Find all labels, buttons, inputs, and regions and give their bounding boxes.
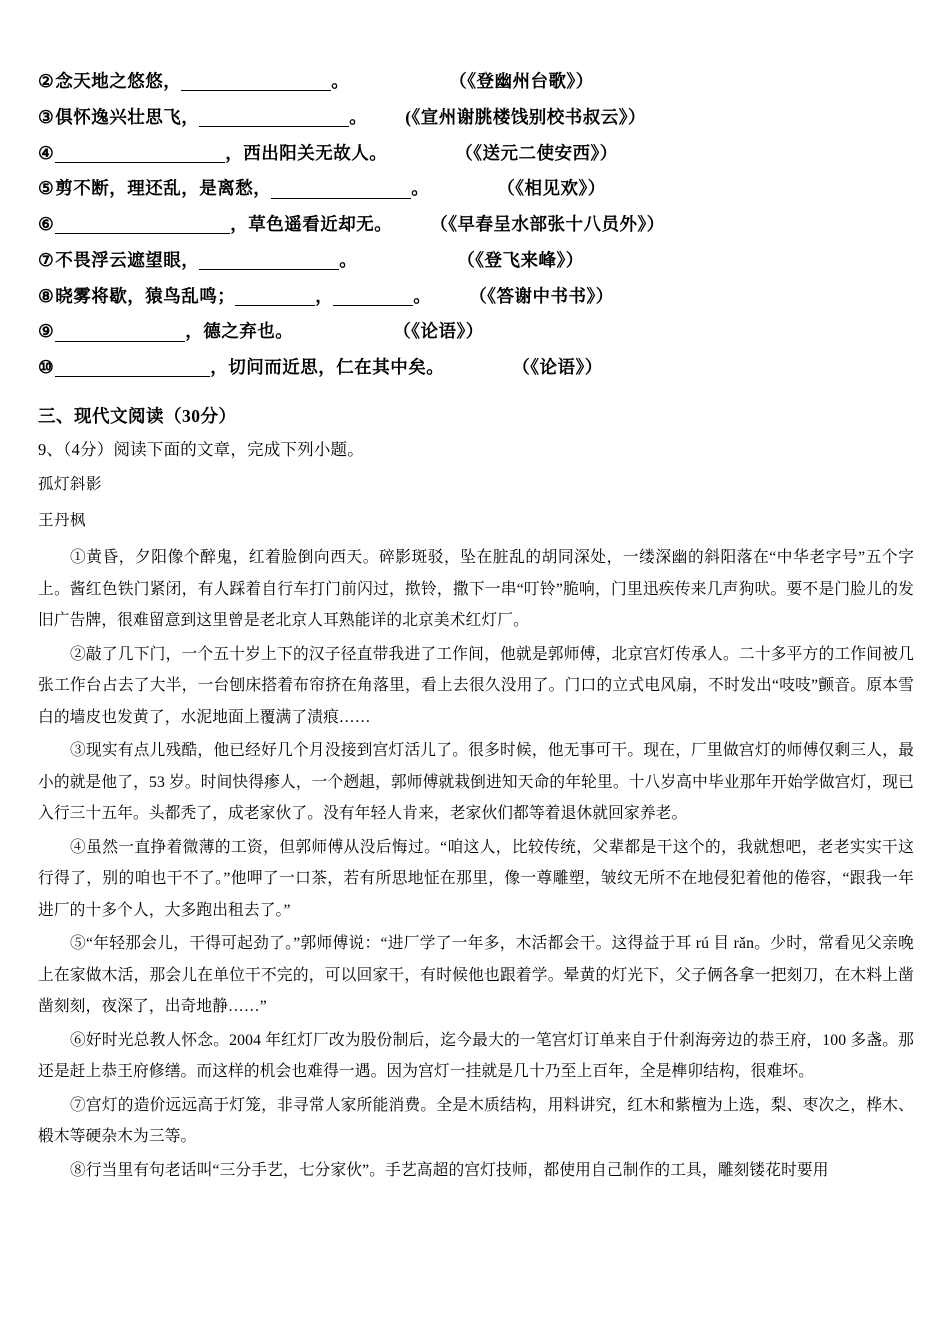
poem-source: （《论语》） <box>512 357 603 377</box>
line-after-text: ，德之弃也。 <box>185 321 294 342</box>
line-after-text: ，西出阳关无故人。 <box>225 142 388 163</box>
line-after-text: 。 <box>411 178 430 199</box>
poem-source: （《答谢中书书》） <box>469 285 614 306</box>
item-number: ⑧ <box>38 285 55 306</box>
item-number: ⑨ <box>38 321 55 342</box>
answer-blank[interactable] <box>199 111 349 127</box>
question-prompt: 9、（4分）阅读下面的文章，完成下列小题。 <box>38 440 364 460</box>
paragraph: ②敲了几下门，一个五十岁上下的汉子径直带我进了工作间，他就是郭师傅，北京宫灯传承人。二十多平方的工作间被几张工作台占去了大半，一台刨床搭着布帘挤在角落里，看上去很久没用了。门口的立式电风扇，不时发出“吱吱”颤音。原本雪白的墙皮也发黄了，水泥地面上覆满了渍痕…… <box>38 645 914 726</box>
line-before-text: 俱怀逸兴壮思飞， <box>55 106 200 127</box>
fill-blank-line <box>38 322 914 341</box>
paragraph: ③现实有点儿残酷，他已经好几个月没接到宫灯活儿了。很多时候，他无事可干。现在，厂里做宫灯的师傅仅剩三人，最小的就是他了，53 岁。时间快得瘆人，一个趔趄，郭师傅就栽倒进知天命的年轮里。十八岁高中毕业那年开始学做宫灯，现已入行三十五年。头都秃了，成老家伙了。没有年轻人肯来，老家伙们都等着退休就回家养老。 <box>38 742 914 823</box>
answer-blank[interactable] <box>235 290 315 306</box>
page-content <box>38 72 914 1188</box>
poem-source: （《早春呈水部张十八员外》） <box>430 214 665 234</box>
item-number: ④ <box>38 142 55 163</box>
line-after-text: 。 <box>331 71 350 91</box>
fill-blank-line <box>38 251 914 270</box>
line-after-text: 。 <box>349 106 368 127</box>
item-number: ③ <box>38 106 55 127</box>
article-body <box>38 542 914 1186</box>
paragraph: ④虽然一直挣着微薄的工资，但郭师傅从没后悔过。“咱这人，比较传统，父辈都是干这个的，我就想吧，老老实实干这行得了，别的咱也干不了。”他呷了一口茶，若有所思地怔在那里，像一尊雕塑，皱纹无所不在地侵犯着他的倦容，“跟我一年进厂的十多个人，大多跑出租去了。” <box>38 838 914 919</box>
paragraph: ①黄昏，夕阳像个醉鬼，红着脸倒向西天。碎影斑驳，坠在脏乱的胡同深处，一缕深幽的斜阳落在“中华老字号”五个字上。酱红色铁门紧闭，有人踩着自行车打门前闪过，揿铃，撒下一串“叮铃”脆响，门里迅疾传来几声狗吠。要不是门脸儿的发旧广告牌，很难留意到这里曾是老北京人耳熟能详的北京美术红灯厂。 <box>38 549 914 630</box>
line-after-text: 。 <box>413 285 432 306</box>
answer-blank[interactable] <box>181 75 331 91</box>
answer-blank[interactable] <box>55 361 210 377</box>
answer-blank[interactable] <box>55 326 185 342</box>
fill-blank-line <box>38 108 914 127</box>
line-before-text: 剪不断，理还乱，是离愁， <box>55 178 272 199</box>
article-author: 王丹枫 <box>38 512 87 530</box>
line-mid-text: ， <box>315 285 334 306</box>
paragraph: ⑤“年轻那会儿，干得可起劲了。”郭师傅说：“进厂学了一年多，木活都会干。这得益于耳 rú 目 rǎn。少时，常看见父亲晚上在家做木活，那会儿在单位干不完的，可以回家干，有时候他也跟着学。晕黄的灯光下，父子俩各拿一把刻刀，在木料上凿凿刻刻，夜深了，出奇地静……” <box>38 935 914 1016</box>
poem-source: （《论语》） <box>393 321 484 342</box>
fill-blank-line <box>38 144 914 163</box>
line-before-text: 念天地之悠悠， <box>55 71 182 91</box>
paragraph: ⑧行当里有句老话叫“三分手艺，七分家伙”。手艺高超的宫灯技师，都使用自己制作的工具，雕刻镂花时要用 <box>70 1161 829 1179</box>
answer-blank[interactable] <box>55 218 230 234</box>
item-number: ⑦ <box>38 249 55 270</box>
poem-source: （《送元二使安西》） <box>455 142 618 163</box>
section-heading: 三、现代文阅读（30分） <box>38 406 237 427</box>
poem-source: （《登幽州台歌》） <box>449 71 594 91</box>
fill-blank-line <box>38 179 914 198</box>
item-number: ⑤ <box>38 178 55 199</box>
line-after-text: ，切问而近思，仁在其中矣。 <box>210 357 445 377</box>
item-number: ⑩ <box>38 357 55 377</box>
answer-blank[interactable] <box>333 290 413 306</box>
paragraph: ⑥好时光总教人怀念。2004 年红灯厂改为股份制后，迄今最大的一笔宫灯订单来自于什刹海旁边的恭王府，100 多盏。那还是赶上恭王府修缮。而这样的机会也难得一遇。因为宫灯一挂就是几十乃至上百年，全是榫卯结构，很难坏。 <box>38 1031 914 1081</box>
fill-blank-line <box>38 287 914 306</box>
fill-blank-line <box>38 215 914 234</box>
article-title: 孤灯斜影 <box>38 476 103 494</box>
line-after-text: ，草色遥看近却无。 <box>230 214 393 234</box>
line-before-text: 晓雾将歇，猿鸟乱鸣； <box>55 285 236 306</box>
item-number: ⑥ <box>38 214 55 234</box>
poetry-blanks-list <box>38 72 914 377</box>
fill-blank-line <box>38 358 914 377</box>
poem-source: (《宣州谢朓楼饯别校书叔云》） <box>405 106 647 127</box>
poem-source: （《登飞来峰》） <box>457 249 584 270</box>
answer-blank[interactable] <box>271 183 411 199</box>
item-number: ② <box>38 71 55 91</box>
paragraph: ⑦宫灯的造价远远高于灯笼，非寻常人家所能消费。全是木质结构，用料讲究，红木和紫檀为上选，梨、枣次之，桦木、椴木等硬杂木为三等。 <box>38 1096 914 1146</box>
answer-blank[interactable] <box>55 147 225 163</box>
answer-blank[interactable] <box>199 254 339 270</box>
line-after-text: 。 <box>339 249 358 270</box>
line-before-text: 不畏浮云遮望眼， <box>55 249 200 270</box>
poem-source: （《相见欢》） <box>497 178 606 199</box>
fill-blank-line <box>38 72 914 91</box>
